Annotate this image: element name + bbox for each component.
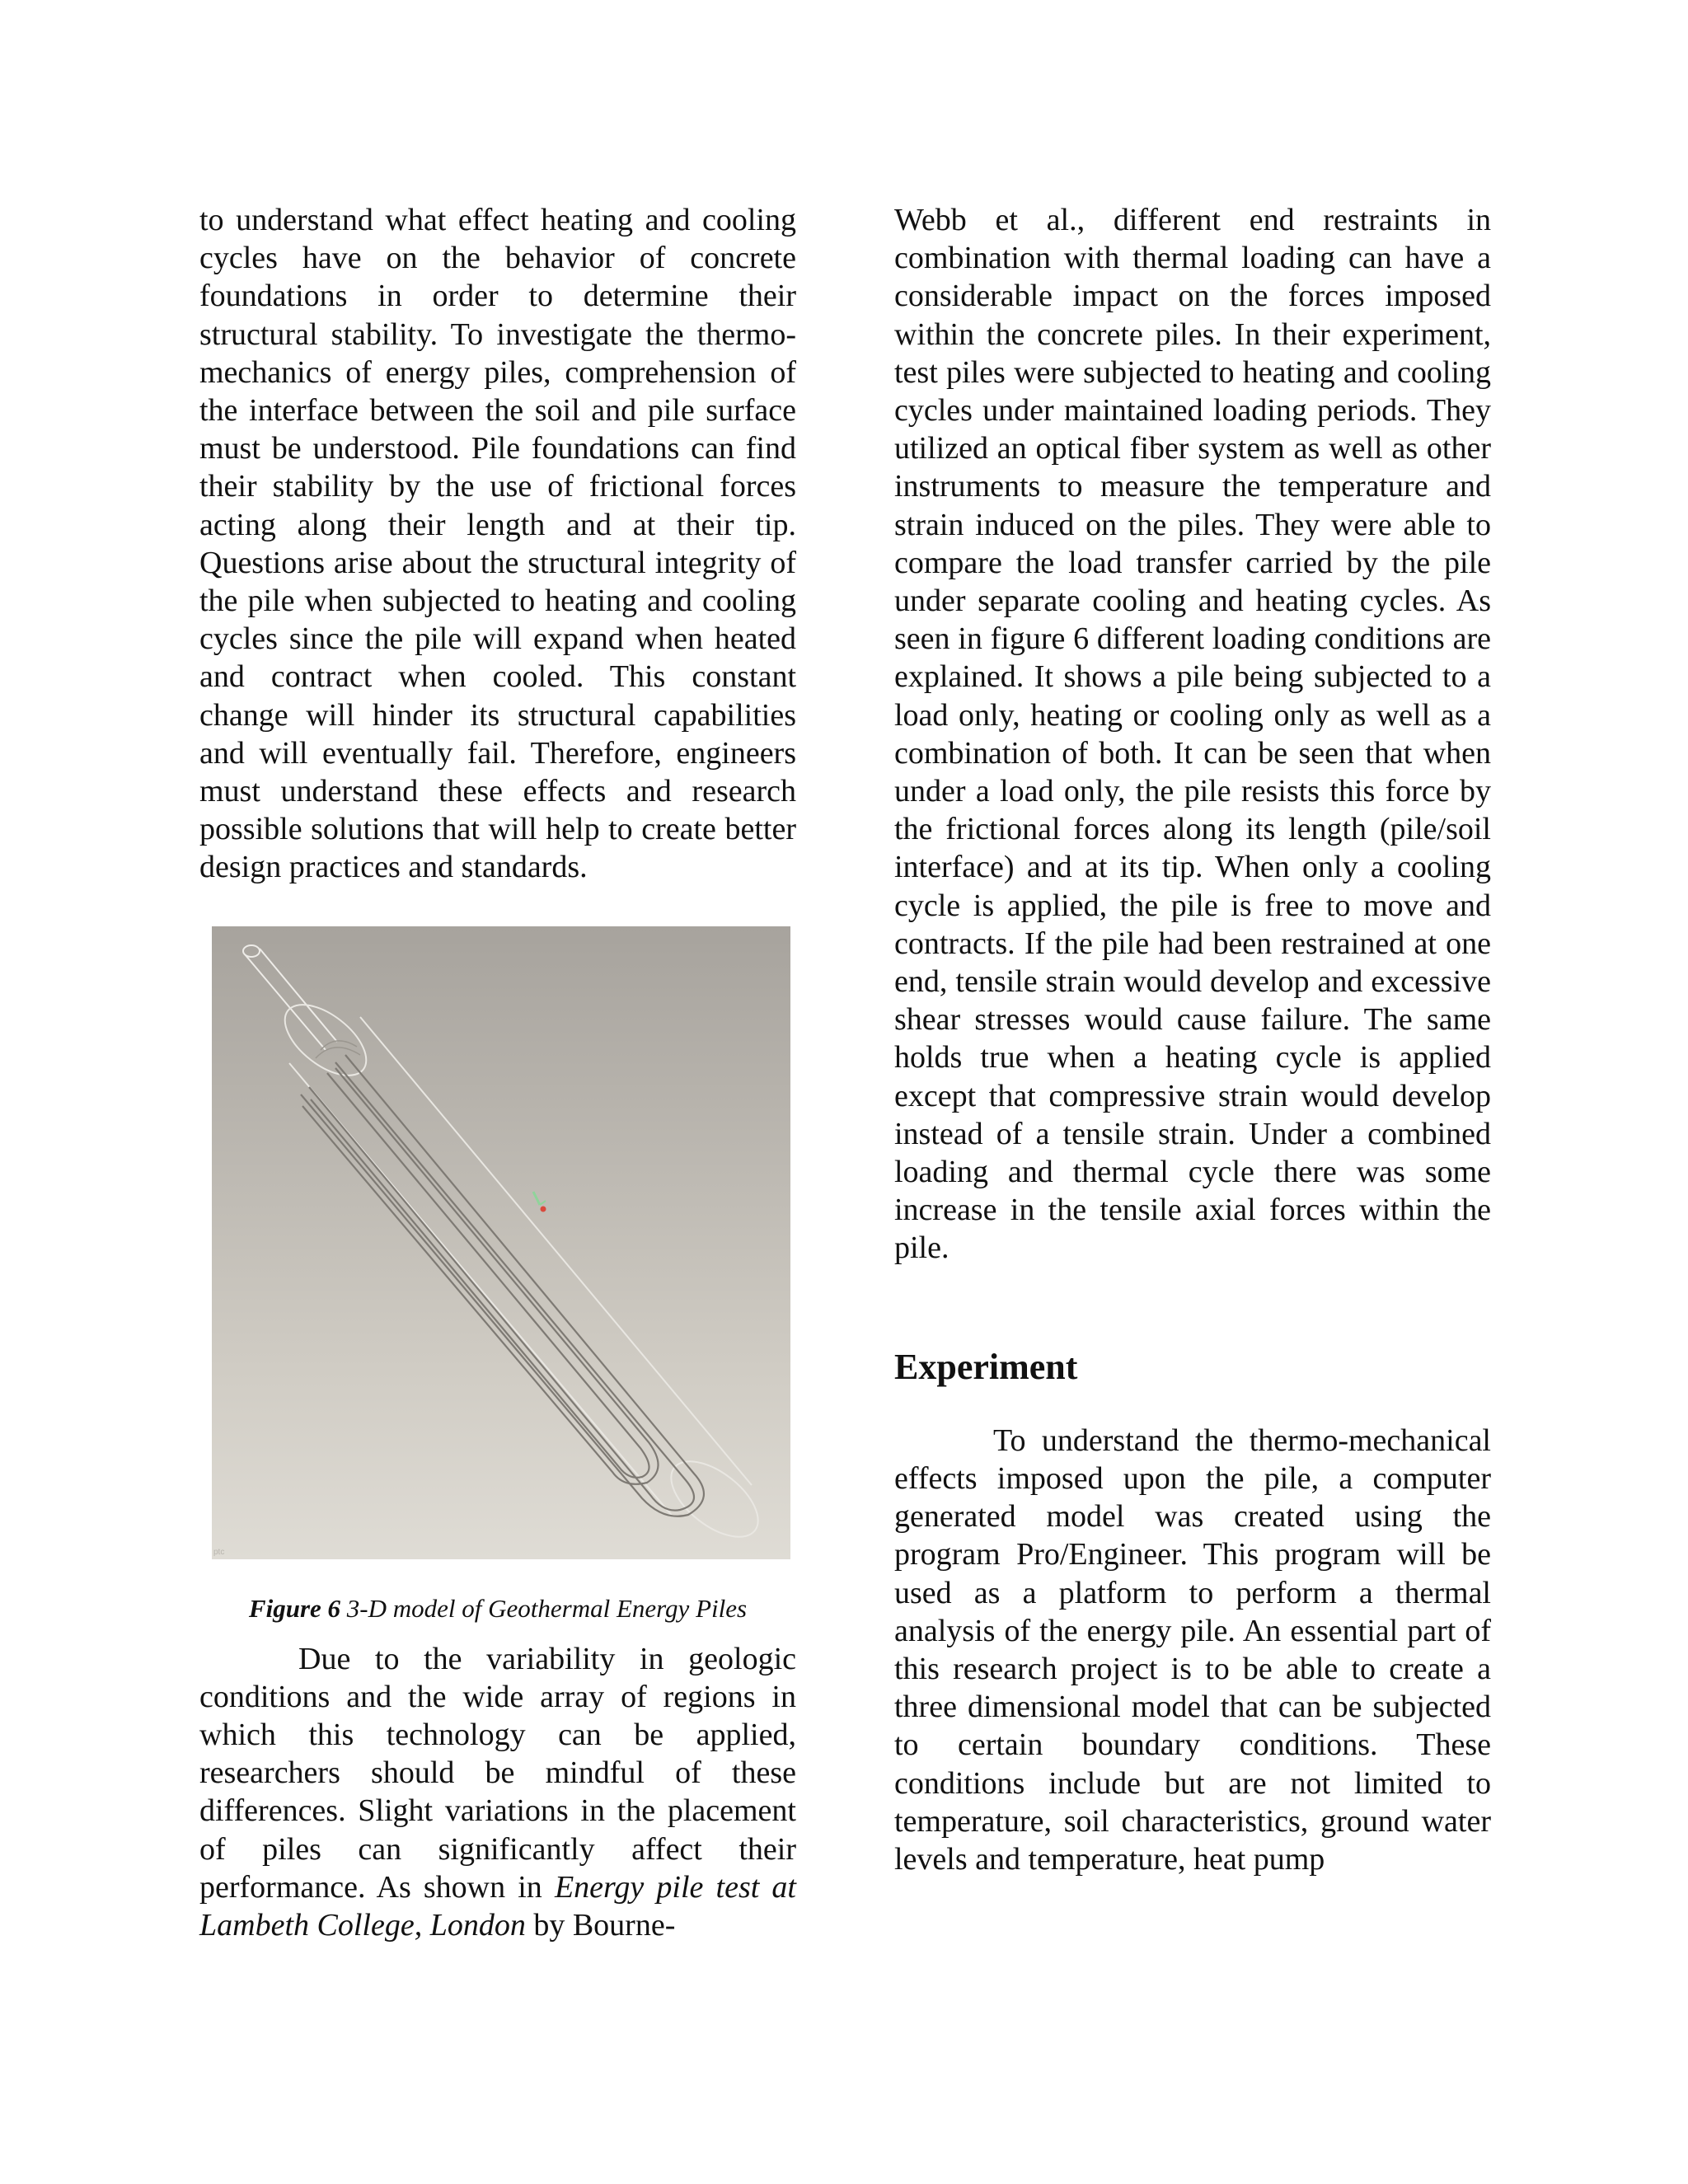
figure-caption xyxy=(199,1592,796,1625)
left-paragraph-2-end: by Bourne- xyxy=(525,1908,676,1943)
figure-caption-text: 3-D model of Geothermal Energy Piles xyxy=(346,1593,748,1623)
left-paragraph-2 xyxy=(199,1640,796,1945)
experiment-paragraph: To understand the thermo-mechanical effects imposed upon the pile, a computer generated model was created using the program Pro/Engineer. This program will be used as a platform to perform a thermal analysis of the energy pile. An essential part of this research project is to be able to create a three dimensional model that can be subjected to certain boundary conditions. These conditions include but are not limited to temperature, soil characteristics, ground water levels and temperature, heat pump xyxy=(894,1422,1491,1877)
right-paragraph-1: Webb et al., different end restraints in combination with thermal loading can have a considerable impact on the forces imposed within the concrete piles. In their experiment, test piles were subjected to heating and cooling cycles under maintained loading periods. They utilized an optical fiber system as well as other instruments to measure the temperature and strain induced on the piles. They were able to compare the load transfer carried by the pile under separate cooling and heating cycles. As seen in figure 6 different loading conditions are explained. It shows a pile being subjected to a load only, heating or cooling only as well as a combination of both. It can be seen that when under a load only, the pile resists this force by the frictional forces along its length (pile/soil interface) and at its tip. When only a cooling cycle is applied, the pile is free to move and contracts. If the pile had been restrained at one end, tensile strain would develop and excessive shear stresses would cause failure. The same holds true when a heating cycle is applied except that compressive strain would develop instead of a tensile strain. Under a combined loading and thermal cycle there was some increase in the tensile axial forces within the pile. xyxy=(894,203,1491,1266)
cited-report-title: Energy pile test at Lambeth College, London xyxy=(199,1869,796,1943)
figure-6-pile-model xyxy=(212,926,790,1559)
left-paragraph-2-start: Due to the variability in geologic conditions and the wide array of regions in which this technology can be applied, researchers should be mindful of these differences. Slight variations in the placement of piles can significantly affect their performance. As shown in xyxy=(199,1641,796,1905)
energy-pile-3d-model-graphic xyxy=(212,926,790,1559)
svg-text:ptc: ptc xyxy=(213,1547,225,1557)
figure-caption-label: Figure 6 xyxy=(248,1593,341,1623)
section-heading-experiment: Experiment xyxy=(894,1346,1078,1387)
left-paragraph-1: to understand what effect heating and cooling cycles have on the behavior of concrete foundations in order to determine their structural stability. To investigate the thermo-mechanics of energy piles, comprehension of the interface between the soil and pile surface must be understood. Pile foundations can find their stability by the use of frictional forces acting along their length and at their tip. Questions arise about the structural integrity of the pile when subjected to heating and cooling cycles since the pile will expand when heated and contract when cooled. This constant change will hinder its structural capabilities and will eventually fail. Therefore, engineers must understand these effects and research possible solutions that will help to create better design practices and standards. xyxy=(199,203,796,885)
right-column xyxy=(894,201,1491,1878)
left-column xyxy=(199,201,796,1944)
